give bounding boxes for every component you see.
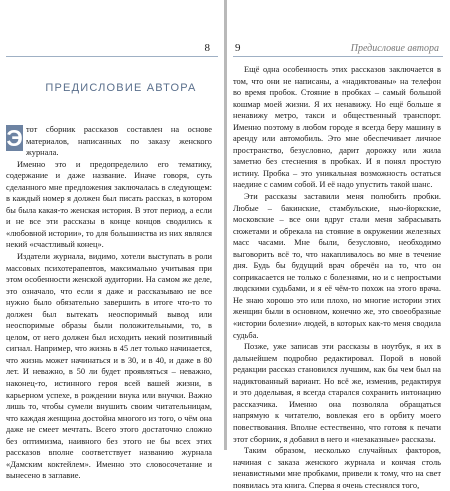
right-page-body — [233, 64, 441, 491]
right-page-header — [233, 40, 443, 57]
left-page — [0, 0, 224, 481]
left-page-header — [6, 40, 218, 57]
left-paragraph — [6, 124, 212, 159]
running-title: Предисловие автора — [350, 43, 439, 54]
right-page — [227, 0, 450, 490]
chapter-title: ПРЕДИСЛОВИЕ АВТОРА — [45, 82, 197, 94]
right-paragraph: Таким образом, несколько случайных факторов, начиная с заказа женского журнала и кончая столь ненавистными мне пробками, привели к тому, что на свет появилась эта книга. Сперва я очень стеснялся того, — [233, 446, 441, 490]
right-page-number: 9 — [235, 42, 241, 54]
left-page-body — [6, 124, 212, 482]
left-paragraph-text: тот сборник рассказов составлен на основе материалов, написанных по заказу женского журнала. — [26, 125, 212, 158]
left-paragraph: Издатели журнала, видимо, хотели выступать в роли массовых психотерапевтов, максимально учитывая при этом особенности женской аудитории. На самом же деле, это означало, что если я даже и рассказываю не все нужно было обязательно завершить в итоге что-то то должен был вытекать неоспоримый вывод или неоспоримые образы были положительными, то, в целом, от него должен был исходить некий позитивный сигнал. Например, что жизнь в 45 лет только начинается, что жизнь может начинаться и в 30, и в 40, и даже в 80 лет. И неважно, в 50 ли будет проявляться – неважно, наконец-то, истинного героя всей вашей жизни, в карьерном успехе, в рождении внука или внучки. Важно лишь то, чтобы сумели внушить своим читательницам, что каждая женщина достойна многого из того, о чём она даже не смеет мечтать. Всего этого достаточно сложно без оптимизма, наивного без этого не бы всех этих рассказов вполне соответствует названию журнала «Дамским коктейлем». Именно это словосочетание и вынесено в заглавие. — [6, 252, 212, 481]
left-page-number: 8 — [204, 42, 210, 54]
right-paragraph: Позже, уже записав эти рассказы в ноутбук, я их в дальнейшем подробно редактировал. Порой в новой редакции рассказ становился лучшим, как бы чем был на надиктованный вариант. Но всё же, изменив, редактируя и это доделывая, я всегда старался сохранить интонацию рассказчика. Именно она позволяла обращаться напрямую к читателю, вовлекая его в орбиту моего повествования. Вполне естественно, что готовя к печати этот сборник, я добавил в него и «незаказные» рассказы. — [233, 342, 441, 444]
drop-cap: Э — [6, 125, 23, 151]
right-paragraph: Эти рассказы заставили меня полюбить пробки. Любые – бакинские, стамбульские, нью-йоркские, московские – все они вдруг стали меня забрасывать сюжетами и обрекала на стояние в окружении железных масс часами. Мне были, безусловно, необходимо выговорить всё то, что накапливалось во мне в течение дня. Будь бы будущий врач обречён на то, что он соприкасается не только с болезнями, но и с непростыми людскими судьбами, и я её чём-то похож на этого врача. Не знаю хорошо это или плохо, но многие истории этих женщин были в основном, конечно же, это своеобразные «истории болезни» людей, в которых как-то меня сводила судьба. — [233, 192, 441, 340]
right-paragraph: Ещё одна особенность этих рассказов заключается в том, что они не написаны, а «надиктованы» на телефон во время пробок. Стояние в пробках – самый большой кошмар моей жизни. Я их ненавижу. Но ещё больше я ненавижу метро, такси и общественный транспорт. Именно поэтому в любом городе я всегда беру машину в аренду или автомобиль. Это мне обеспечивает личное пространство, безусловно, дарит дорожку или жила заметно без стеснения в пробках. И я понял простую истину. Пробка – это уникальная возможность остаться наедине с самим собой. И её надо упустить такой шанс. — [233, 65, 441, 190]
left-paragraph: Именно это и предопределило его тематику, содержание и даже название. Иначе говоря, суть сделанного мне предложения заключалась в следующем: в каждый номер я должен был писать рассказ, в котором бы была какая-то женская история. В этот период, а если и не все эти рассказы в конце концов сводились к «любовной истории», то для большинства из них являлся некий «счастливый конец». — [6, 159, 212, 250]
